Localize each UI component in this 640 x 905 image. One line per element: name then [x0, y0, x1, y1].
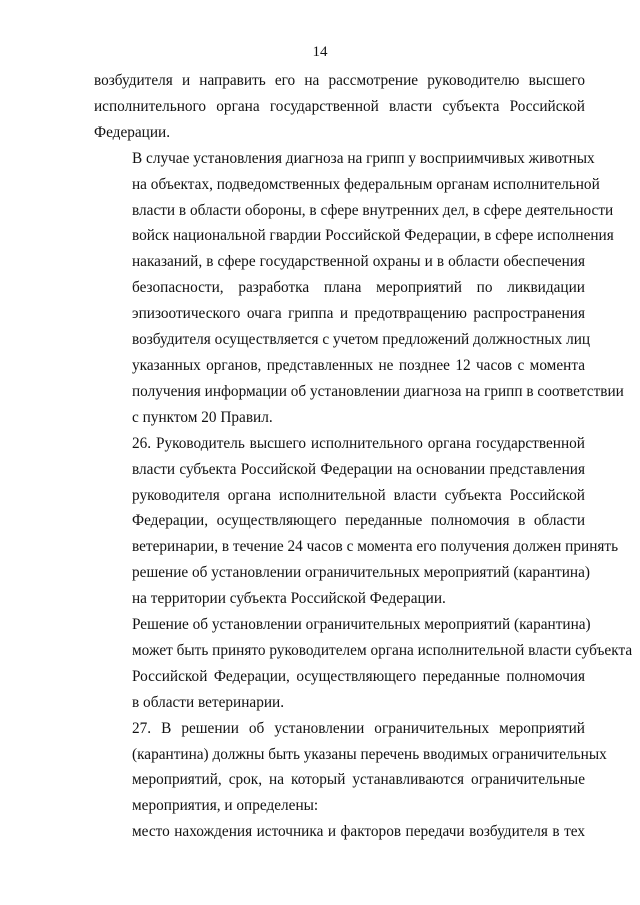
- text-line: на территории субъекта Российской Федерации.: [132, 590, 446, 608]
- paragraph: [94, 431, 619, 612]
- text-line: безопасности, разработка плана мероприятий по ликвидации: [132, 279, 585, 297]
- text-line: эпизоотического очага гриппа и предотвращению распространения: [132, 305, 585, 323]
- text-line: возбудителя и направить его на рассмотрение руководителю высшего: [94, 72, 585, 89]
- text-line: наказаний, в сфере государственной охраны и в области обеспечения: [132, 253, 585, 271]
- text-line: власти в области обороны, в сфере внутренних дел, в сфере деятельности: [132, 201, 614, 219]
- page-number: 14: [312, 44, 328, 60]
- text-line: указанных органов, представленных не позднее 12 часов с момента: [132, 356, 585, 374]
- text-line: Российской Федерации, осуществляющего переданные полномочия: [132, 667, 585, 685]
- paragraph: [94, 68, 585, 146]
- text-line: решение об установлении ограничительных мероприятий (карантина): [132, 564, 590, 582]
- paragraph: [94, 819, 585, 845]
- text-line: с пунктом 20 Правил.: [132, 408, 273, 426]
- text-line: Решение об установлении ограничительных мероприятий (карантина): [132, 616, 591, 634]
- text-line: может быть принято руководителем органа исполнительной власти субъекта: [132, 641, 633, 659]
- paragraph: [94, 612, 633, 716]
- document-body: [94, 68, 633, 845]
- text-line: мероприятия, и определены:: [132, 797, 319, 815]
- text-line: на объектах, подведомственных федеральным органам исполнительной: [132, 175, 600, 193]
- text-line: мероприятий, срок, на который устанавливаются ограничительные: [132, 771, 585, 789]
- text-line: возбудителя осуществляется с учетом предложений должностных лиц: [132, 331, 591, 349]
- text-line: (карантина) должны быть указаны перечень вводимых ограничительных: [132, 745, 607, 763]
- text-line: Федерации, осуществляющего переданные полномочия в области: [132, 512, 585, 530]
- text-line: 26. Руководитель высшего исполнительного органа государственной: [132, 434, 585, 452]
- text-line: власти субъекта Российской Федерации на основании представления: [132, 460, 585, 478]
- paragraph: [94, 716, 607, 820]
- text-line: Федерации.: [94, 123, 171, 141]
- text-line: войск национальной гвардии Российской Федерации, в сфере исполнения: [132, 227, 614, 245]
- text-line: место нахождения источника и факторов передачи возбудителя в тех: [132, 823, 585, 841]
- text-line: в области ветеринарии.: [132, 693, 285, 711]
- paragraph: [94, 146, 624, 431]
- text-line: получения информации об установлении диагноза на грипп в соответствии: [132, 382, 624, 400]
- text-line: ветеринарии, в течение 24 часов с момента его получения должен принять: [132, 538, 619, 556]
- text-line: руководителя органа исполнительной власти субъекта Российской: [132, 486, 585, 504]
- text-line: 27. В решении об установлении ограничительных мероприятий: [132, 719, 585, 737]
- text-line: исполнительного органа государственной власти субъекта Российской: [94, 97, 585, 115]
- text-line: В случае установления диагноза на грипп у восприимчивых животных: [132, 149, 595, 167]
